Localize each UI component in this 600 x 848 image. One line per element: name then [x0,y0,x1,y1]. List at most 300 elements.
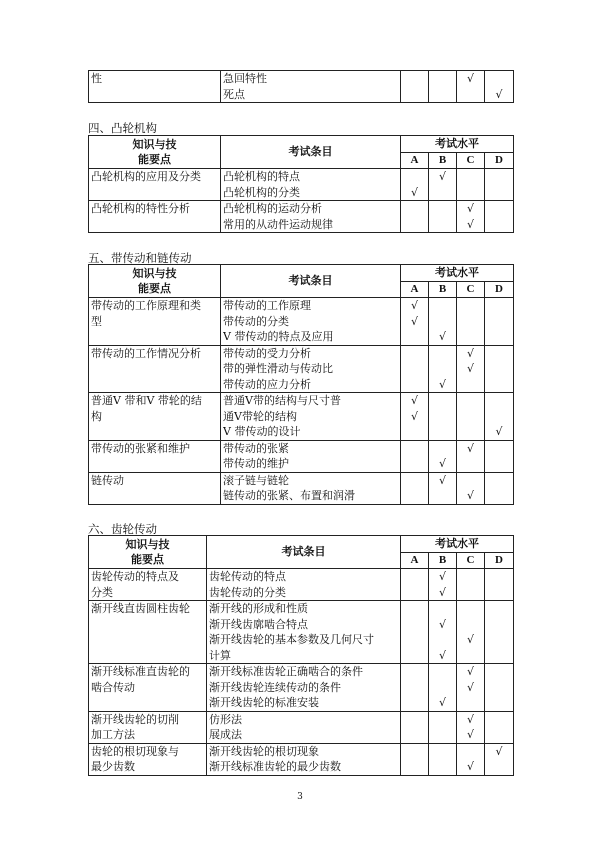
check-mark [403,169,426,185]
exam-level-header: 考试水平 [401,536,514,553]
check-mark [459,185,482,201]
knowledge-point-line: 啮合传动 [91,680,135,694]
level-d-cell [485,345,514,393]
level-a-cell [401,440,429,472]
knowledge-point [89,298,221,346]
knowledge-header-line: 能要点 [131,553,164,566]
knowledge-point [89,569,207,601]
exam-items [207,569,401,601]
table-row [89,601,514,664]
check-mark: √ [410,299,418,312]
check-mark [431,664,454,680]
level-c-cell [457,169,485,201]
check-mark [459,314,482,330]
check-mark [487,361,511,377]
exam-item-header: 考试条目 [221,265,401,298]
section-s5 [88,264,513,505]
level-b-cell [429,169,457,201]
check-mark [431,424,454,440]
level-b-header: B [429,552,457,569]
level-d-cell [485,393,514,441]
knowledge-point-line: 最少齿数 [91,760,135,773]
check-mark [403,71,426,87]
level-b-cell [429,743,457,775]
exam-items [207,664,401,712]
check-mark: √ [438,570,446,583]
check-mark [487,393,511,409]
knowledge-point [89,169,221,201]
check-mark [403,346,426,362]
exam-item: 链传动的张紧、布置和润滑 [223,489,355,502]
exam-items [221,169,401,201]
knowledge-point [89,201,221,233]
section-s4 [88,135,513,233]
exam-item: 渐开线齿轮连续传动的条件 [209,680,341,694]
level-b-cell [429,298,457,346]
level-c-cell [457,393,485,441]
exam-item: 计算 [209,648,231,662]
check-mark [403,727,426,743]
check-mark [459,298,482,314]
exam-item: 带的弹性滑动与传动比 [223,362,333,375]
knowledge-point-line: 带传动的工作原理和类 [91,299,201,312]
knowledge-point-line: 渐开线标准直齿轮的 [91,665,190,678]
exam-table-s4 [88,135,514,233]
level-a-cell [401,169,429,201]
exam-item: 渐开线齿轮的根切现象 [209,744,319,758]
level-d-header: D [485,281,514,298]
knowledge-point-line: 链传动 [91,473,124,487]
check-mark [403,473,426,489]
knowledge-point [89,601,207,664]
check-mark [487,409,511,425]
exam-item: 死点 [223,87,245,101]
knowledge-point-line: 型 [91,314,102,328]
level-d-cell [485,664,514,712]
check-mark [403,744,426,760]
exam-item: 带传动的工作原理 [223,299,311,312]
check-mark [403,456,426,472]
exam-item: 急回特性 [223,72,267,85]
knowledge-point [89,664,207,712]
table-row [89,440,514,472]
check-mark: √ [466,633,474,646]
check-mark: √ [466,728,474,741]
level-a-header: A [401,281,429,298]
check-mark: √ [438,585,446,599]
section-s6 [88,535,513,776]
check-mark [459,473,482,489]
check-mark [431,185,454,201]
check-mark [487,695,511,711]
check-mark [459,695,482,711]
level-a-cell [401,71,429,103]
check-mark [487,601,511,617]
check-mark [487,441,511,457]
level-d-cell [485,298,514,346]
exam-items [207,711,401,743]
check-mark [431,71,454,87]
level-a-cell [401,298,429,346]
check-mark: √ [410,394,418,407]
check-mark [403,377,426,393]
exam-table-s5 [88,264,514,505]
check-mark [403,695,426,711]
check-mark [431,361,454,377]
level-c-cell [457,711,485,743]
level-c-cell [457,743,485,775]
check-mark: √ [410,409,418,423]
check-mark [487,314,511,330]
knowledge-point-line: 凸轮机构的特性分析 [91,202,190,215]
level-a-cell [401,345,429,393]
knowledge-point [89,393,221,441]
exam-item: 展成法 [209,728,242,741]
check-mark [431,87,454,103]
level-d-cell [485,711,514,743]
knowledge-point-line: 加工方法 [91,728,135,741]
check-mark [403,87,426,103]
check-mark [431,712,454,728]
knowledge-header-line: 能要点 [138,153,171,166]
check-mark [431,680,454,696]
knowledge-header [89,265,221,298]
level-b-cell [429,345,457,393]
check-mark [459,87,482,103]
knowledge-point-line: 凸轮机构的应用及分类 [91,170,201,183]
check-mark: √ [438,170,446,183]
level-b-cell [429,440,457,472]
check-mark [403,488,426,504]
table-row [89,711,514,743]
exam-item: 凸轮机构的分类 [223,185,300,199]
exam-item: 齿轮传动的特点 [209,570,286,583]
check-mark [403,632,426,648]
exam-item: 渐开线标准齿轮正确啮合的条件 [209,665,363,678]
level-d-header: D [485,152,514,169]
check-mark [431,409,454,425]
check-mark [459,617,482,633]
section-title-gear: 六、齿轮传动 [88,522,157,536]
knowledge-header-line: 知识与技 [132,266,177,280]
table-row [89,298,514,346]
knowledge-point-line: 普通V 带和V 带轮的结 [91,394,202,407]
level-c-header: C [457,152,485,169]
check-mark: √ [466,362,474,375]
check-mark [487,169,511,185]
level-d-cell [485,201,514,233]
check-mark [487,488,511,504]
level-d-cell [485,601,514,664]
table-row [89,393,514,441]
level-d-cell [485,472,514,504]
check-mark: √ [495,425,503,438]
level-b-header: B [429,152,457,169]
check-mark [431,298,454,314]
check-mark [431,217,454,233]
check-mark [487,473,511,489]
level-a-cell [401,472,429,504]
check-mark: √ [438,617,446,631]
check-mark: √ [438,696,446,709]
check-mark [459,744,482,760]
level-c-cell [457,569,485,601]
exam-item: 渐开线齿轮的基本参数及几何尺寸 [209,633,374,646]
check-mark [403,329,426,345]
exam-item: 常用的从动件运动规律 [223,217,333,231]
exam-item: 带传动的受力分析 [223,346,311,360]
check-mark [459,393,482,409]
knowledge-point-line: 分类 [91,585,113,599]
level-b-cell [429,569,457,601]
level-d-header: D [485,552,514,569]
check-mark [487,617,511,633]
check-mark [431,632,454,648]
exam-item: V 带传动的设计 [223,425,301,438]
check-mark: √ [466,489,474,502]
exam-item: 凸轮机构的特点 [223,170,300,183]
check-mark [431,346,454,362]
exam-item: 凸轮机构的运动分析 [223,202,322,215]
check-mark: √ [438,330,446,343]
check-mark [403,361,426,377]
level-b-cell [429,71,457,103]
check-mark: √ [466,665,474,678]
section-title-cam: 四、凸轮机构 [88,121,157,135]
exam-item: 渐开线标准齿轮的最少齿数 [209,760,341,773]
check-mark [487,759,511,775]
level-d-cell [485,569,514,601]
level-b-cell [429,711,457,743]
check-mark [431,601,454,617]
check-mark [487,727,511,743]
knowledge-point-line: 渐开线直齿圆柱齿轮 [91,602,190,615]
level-a-cell [401,201,429,233]
exam-table-s0 [88,70,514,103]
knowledge-point-line: 性 [91,72,102,85]
check-mark [403,217,426,233]
knowledge-point-line: 带传动的张紧和维护 [91,441,190,455]
knowledge-point-line: 构 [91,409,102,423]
knowledge-point-line: 带传动的工作情况分析 [91,346,201,360]
level-c-cell [457,601,485,664]
check-mark [459,456,482,472]
exam-item: 普通V带的结构与尺寸普 [223,394,341,407]
table-row [89,743,514,775]
check-mark [403,680,426,696]
exam-level-header: 考试水平 [401,136,514,153]
exam-item: 带传动的维护 [223,457,289,470]
level-d-cell [485,71,514,103]
check-mark [487,664,511,680]
check-mark [487,329,511,345]
knowledge-point [89,440,221,472]
knowledge-point [89,472,221,504]
level-b-header: B [429,281,457,298]
header-row [89,265,514,282]
table-row [89,664,514,712]
knowledge-point [89,345,221,393]
page-number: 3 [297,792,303,802]
level-a-cell [401,711,429,743]
check-mark: √ [438,377,446,391]
check-mark: √ [438,473,446,487]
header-row [89,536,514,553]
check-mark: √ [410,314,418,328]
level-b-cell [429,472,457,504]
check-mark: √ [438,648,446,662]
check-mark [487,71,511,87]
knowledge-point [89,711,207,743]
check-mark [459,569,482,585]
level-a-header: A [401,552,429,569]
check-mark: √ [466,346,474,360]
check-mark [403,424,426,440]
check-mark [487,585,511,601]
check-mark [487,201,511,217]
level-c-header: C [457,552,485,569]
table-row [89,472,514,504]
level-b-cell [429,201,457,233]
knowledge-point [89,743,207,775]
check-mark [403,664,426,680]
check-mark: √ [495,87,503,101]
exam-item-header: 考试条目 [207,536,401,569]
level-d-cell [485,743,514,775]
check-mark [487,648,511,664]
knowledge-header-line: 知识与技 [132,137,177,151]
check-mark: √ [466,72,474,85]
exam-item: 仿形法 [209,712,242,726]
level-b-cell [429,393,457,441]
table-row [89,345,514,393]
check-mark [487,456,511,472]
check-mark [403,201,426,217]
check-mark [431,744,454,760]
level-c-cell [457,71,485,103]
check-mark: √ [410,185,418,199]
check-mark [431,393,454,409]
level-c-cell [457,472,485,504]
knowledge-point-line: 齿轮的根切现象与 [91,744,179,758]
level-c-cell [457,345,485,393]
level-a-cell [401,393,429,441]
level-c-header: C [457,281,485,298]
exam-table-s6 [88,535,514,776]
check-mark [459,424,482,440]
check-mark [431,441,454,457]
table-row [89,169,514,201]
exam-items [221,345,401,393]
exam-item: 通V带轮的结构 [223,409,297,423]
exam-item: 带传动的分类 [223,314,289,328]
section-s0 [88,70,513,103]
exam-items [221,71,401,103]
check-mark [487,217,511,233]
table-row [89,569,514,601]
check-mark: √ [466,712,474,726]
level-a-cell [401,664,429,712]
check-mark [403,648,426,664]
check-mark [487,680,511,696]
exam-item: 带传动的应力分析 [223,377,311,391]
check-mark [403,712,426,728]
exam-items [221,201,401,233]
check-mark [431,759,454,775]
level-c-cell [457,298,485,346]
exam-items [221,472,401,504]
check-mark [459,601,482,617]
check-mark [431,727,454,743]
knowledge-header-line: 知识与技 [125,537,170,551]
check-mark: √ [438,457,446,470]
exam-item: 带传动的张紧 [223,441,289,455]
exam-item: 渐开线齿廓啮合特点 [209,617,308,631]
exam-items [207,743,401,775]
header-row [89,136,514,153]
knowledge-header [89,536,207,569]
exam-item: V 带传动的特点及应用 [223,330,334,343]
level-c-cell [457,440,485,472]
check-mark [487,632,511,648]
table-row [89,71,514,103]
check-mark [403,759,426,775]
knowledge-header [89,136,221,169]
check-mark [487,377,511,393]
level-c-cell [457,664,485,712]
check-mark [487,346,511,362]
exam-items [221,440,401,472]
check-mark: √ [466,760,474,773]
level-a-cell [401,569,429,601]
level-d-cell [485,169,514,201]
check-mark [431,201,454,217]
check-mark [487,185,511,201]
check-mark [459,377,482,393]
level-a-cell [401,743,429,775]
exam-item: 渐开线的形成和性质 [209,602,308,615]
knowledge-point-line: 齿轮传动的特点及 [91,570,179,583]
check-mark: √ [466,202,474,215]
check-mark: √ [466,441,474,455]
check-mark [403,601,426,617]
check-mark [403,441,426,457]
table-row [89,201,514,233]
level-b-cell [429,601,457,664]
check-mark [459,648,482,664]
check-mark [487,298,511,314]
check-mark: √ [466,217,474,231]
knowledge-point [89,71,221,103]
check-mark [459,585,482,601]
check-mark [459,409,482,425]
section-title-belt-chain: 五、带传动和链传动 [88,251,192,265]
level-c-cell [457,201,485,233]
check-mark: √ [495,744,503,758]
exam-items [221,393,401,441]
check-mark [403,585,426,601]
check-mark [459,169,482,185]
exam-level-header: 考试水平 [401,265,514,282]
exam-items [221,298,401,346]
check-mark [403,617,426,633]
check-mark [431,488,454,504]
check-mark [431,314,454,330]
level-a-cell [401,601,429,664]
exam-item: 滚子链与链轮 [223,473,289,487]
level-a-header: A [401,152,429,169]
check-mark [459,329,482,345]
